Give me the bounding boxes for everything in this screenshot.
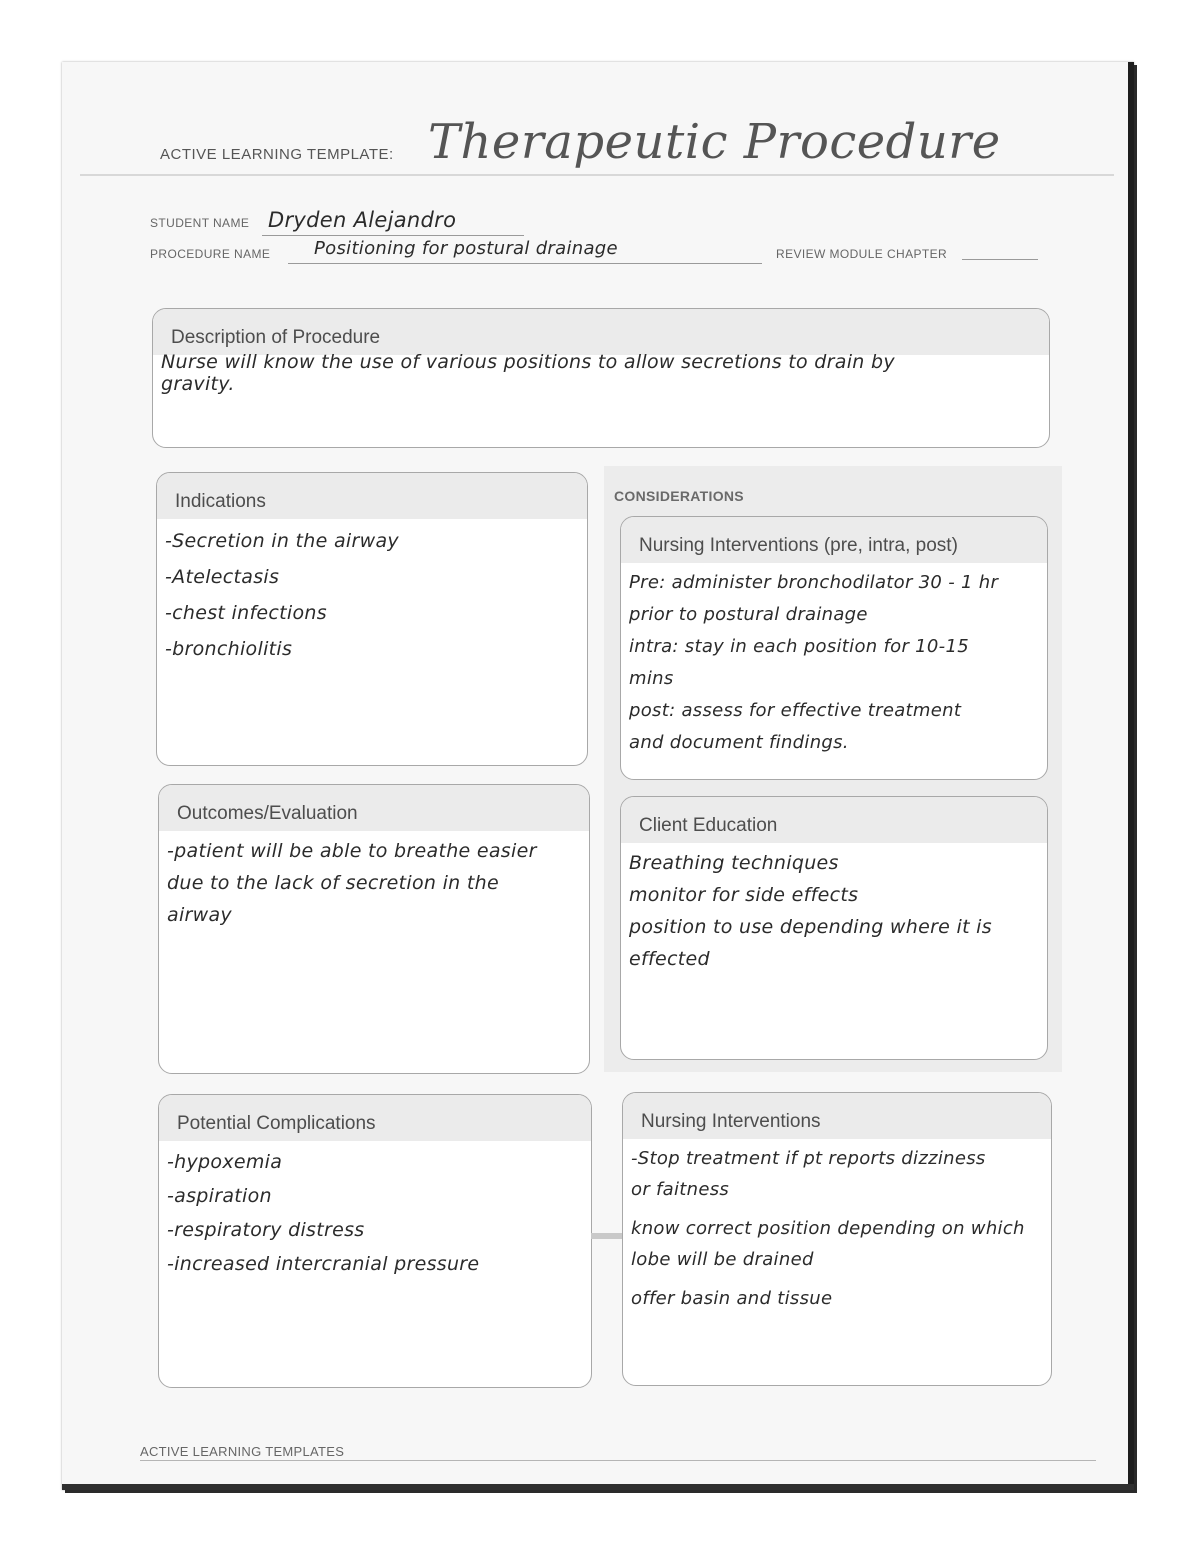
client-education-line: effected: [629, 948, 710, 970]
description-line: gravity.: [161, 373, 235, 395]
outcomes-title: Outcomes/Evaluation: [159, 785, 589, 831]
student-name-label: STUDENT NAME: [150, 216, 250, 230]
nursing-interventions-pre-line: and document findings.: [629, 732, 849, 753]
nursing-interventions-pre-line: prior to postural drainage: [629, 604, 868, 625]
description-box: [152, 308, 1050, 448]
description-line: Nurse will know the use of various positions to allow secretions to drain by: [161, 351, 895, 373]
nursing-interventions-line: know correct position depending on which: [631, 1218, 1025, 1239]
procedure-name-value: Positioning for postural drainage: [314, 238, 618, 259]
procedure-name-label: PROCEDURE NAME: [150, 247, 271, 261]
template-title: Therapeutic Procedure: [428, 114, 1001, 170]
indications-title: Indications: [157, 473, 587, 519]
nursing-interventions-pre-line: post: assess for effective treatment: [629, 700, 962, 721]
client-education-text: [621, 843, 1047, 975]
nursing-interventions-pre-line: mins: [629, 668, 674, 689]
considerations-label: CONSIDERATIONS: [614, 488, 744, 504]
indications-line: -bronchiolitis: [165, 638, 293, 660]
paper-edge-shadow: [1128, 62, 1134, 1490]
outcomes-line: airway: [167, 904, 232, 926]
title-divider: [80, 174, 1114, 176]
complications-title: Potential Complications: [159, 1095, 591, 1141]
indications-box: [156, 472, 588, 766]
outcomes-text: [159, 831, 589, 931]
indications-line: -Secretion in the airway: [165, 530, 399, 552]
indications-line: -Atelectasis: [165, 566, 280, 588]
nursing-interventions-pre-text: [621, 563, 1047, 759]
nursing-interventions-box: [622, 1092, 1052, 1386]
review-module-label: REVIEW MODULE CHAPTER: [776, 247, 948, 261]
outcomes-line: -patient will be able to breathe easier: [167, 840, 537, 862]
complications-text: [159, 1141, 591, 1281]
review-module-line: [962, 259, 1038, 260]
nursing-interventions-line: or faitness: [631, 1179, 730, 1200]
footer-label: ACTIVE LEARNING TEMPLATES: [140, 1444, 345, 1459]
nursing-interventions-pre-line: Pre: administer bronchodilator 30 - 1 hr: [629, 572, 999, 593]
outcomes-line: due to the lack of secretion in the: [167, 872, 499, 894]
complications-line: -respiratory distress: [167, 1219, 365, 1241]
footer-divider: [140, 1460, 1096, 1461]
student-name-line: [262, 235, 524, 236]
procedure-name-line: [288, 263, 762, 264]
indications-line: -chest infections: [165, 602, 327, 624]
indications-text: [157, 519, 587, 667]
description-text: [153, 351, 1049, 395]
nursing-interventions-pre-title: Nursing Interventions (pre, intra, post): [621, 517, 1047, 563]
nursing-interventions-pre-line: intra: stay in each position for 10-15: [629, 636, 969, 657]
client-education-line: Breathing techniques: [629, 852, 839, 874]
description-title: Description of Procedure: [153, 309, 1049, 355]
student-name-value: Dryden Alejandro: [268, 208, 457, 232]
nursing-interventions-text: [623, 1139, 1051, 1314]
nursing-interventions-line: offer basin and tissue: [631, 1288, 833, 1309]
nursing-interventions-line: -Stop treatment if pt reports dizziness: [631, 1148, 986, 1169]
nursing-interventions-pre-box: [620, 516, 1048, 780]
complications-box: [158, 1094, 592, 1388]
client-education-line: position to use depending where it is: [629, 916, 992, 938]
client-education-title: Client Education: [621, 797, 1047, 843]
nursing-interventions-title: Nursing Interventions: [623, 1093, 1051, 1139]
client-education-box: [620, 796, 1048, 1060]
nursing-interventions-line: lobe will be drained: [631, 1249, 814, 1270]
complications-line: -hypoxemia: [167, 1151, 283, 1173]
complications-line: -increased intercranial pressure: [167, 1253, 480, 1275]
template-label: ACTIVE LEARNING TEMPLATE:: [160, 146, 394, 163]
paper-bottom-shadow: [62, 1484, 1134, 1490]
box-connector: [591, 1233, 625, 1239]
client-education-line: monitor for side effects: [629, 884, 859, 906]
outcomes-box: [158, 784, 590, 1074]
complications-line: -aspiration: [167, 1185, 272, 1207]
